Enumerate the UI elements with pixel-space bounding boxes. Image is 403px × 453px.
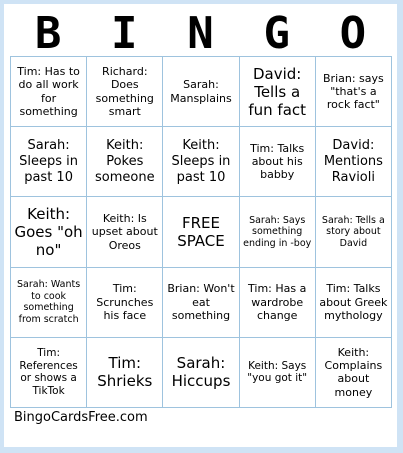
bingo-cell[interactable]: Sarah: Mansplains	[163, 57, 239, 127]
header-letter-i: I	[111, 8, 138, 59]
bingo-cell[interactable]: Keith: Says "you got it"	[240, 338, 316, 408]
bingo-cell[interactable]: Sarah: Hiccups	[163, 338, 239, 408]
bingo-cell[interactable]: Sarah: Tells a story about David	[316, 197, 392, 267]
bingo-cell[interactable]: Tim: Scrunches his face	[87, 268, 163, 338]
bingo-cell[interactable]: Keith: Goes "oh no"	[11, 197, 87, 267]
bingo-header	[10, 8, 391, 58]
bingo-cell[interactable]: Sarah: Says something ending in -boy	[240, 197, 316, 267]
site-credit: BingoCardsFree.com	[14, 410, 148, 425]
header-letter-n: N	[187, 8, 214, 59]
bingo-cell[interactable]: Brian: Won't eat something	[163, 268, 239, 338]
bingo-cell[interactable]: Richard: Does something smart	[87, 57, 163, 127]
bingo-cell[interactable]: Keith: Sleeps in past 10	[163, 127, 239, 197]
bingo-cell[interactable]: Keith: Complains about money	[316, 338, 392, 408]
bingo-cell[interactable]: Brian: says "that's a rock fact"	[316, 57, 392, 127]
bingo-cell[interactable]: Sarah: Wants to cook something from scratch	[11, 268, 87, 338]
bingo-cell[interactable]: Tim: Has to do all work for something	[11, 57, 87, 127]
bingo-cell[interactable]: David: Tells a fun fact	[240, 57, 316, 127]
bingo-cell[interactable]: Tim: Talks about Greek mythology	[316, 268, 392, 338]
header-letter-g: G	[263, 8, 290, 59]
bingo-cell[interactable]: Sarah: Sleeps in past 10	[11, 127, 87, 197]
header-letter-o: O	[339, 8, 367, 59]
bingo-cell[interactable]: Tim: Talks about his babby	[240, 127, 316, 197]
bingo-cell[interactable]: Tim: Shrieks	[87, 338, 163, 408]
free-space-cell[interactable]: FREE SPACE	[163, 197, 239, 267]
bingo-cell[interactable]: Keith: Pokes someone	[87, 127, 163, 197]
header-letter-b: B	[34, 8, 62, 59]
bingo-cell[interactable]: David: Mentions Ravioli	[316, 127, 392, 197]
bingo-card	[4, 4, 397, 447]
bingo-cell[interactable]: Tim: Has a wardrobe change	[240, 268, 316, 338]
bingo-cell[interactable]: Tim: References or shows a TikTok	[11, 338, 87, 408]
bingo-grid	[10, 56, 392, 408]
bingo-cell[interactable]: Keith: Is upset about Oreos	[87, 197, 163, 267]
